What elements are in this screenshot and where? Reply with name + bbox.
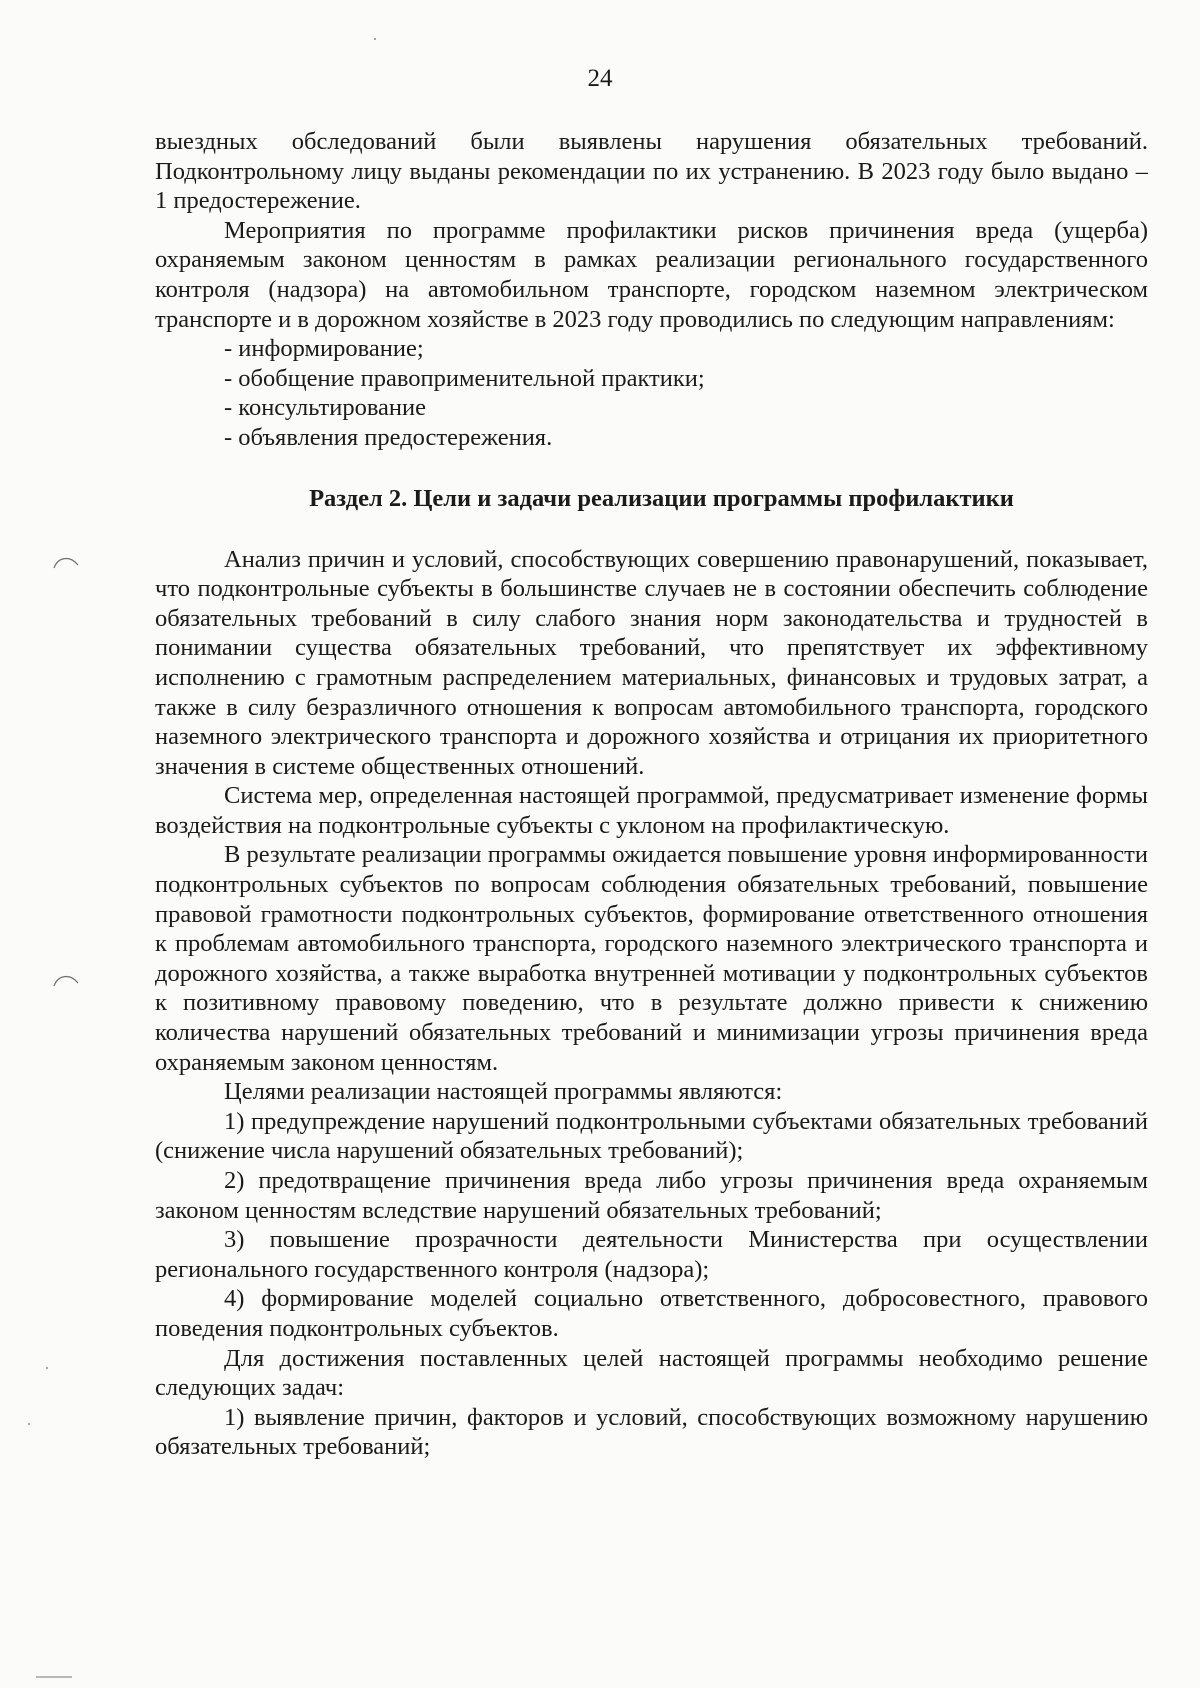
measures-list xyxy=(155,334,1148,452)
task-item: 1) выявление причин, факторов и условий, способствующих возможному нарушению обязательных требований; xyxy=(155,1403,1148,1461)
goal-item: 3) повышение прозрачности деятельности Министерства при осуществлении регионального государственного контроля (надзора); xyxy=(155,1226,1148,1283)
paragraph-analysis: Анализ причин и условий, способствующих совершению правонарушений, показывает, что подконтрольные субъекты в большинстве случаев не в состоянии обеспечить соблюдение обязательных требований в силу слабого знания норм законодательства и трудностей в понимании существа обязательных требований, что препятствует их эффективному исполнению с грамотным распределением материальных, финансовых и трудовых затрат, а также в силу безразличного отношения к вопросам автомобильного транспорта, городского наземного электрического транспорта и дорожного хозяйства и отрицания их приоритетного значения в системе общественных отношений. xyxy=(155,545,1148,780)
page-body xyxy=(155,127,1148,1462)
scan-smudge xyxy=(36,1676,72,1678)
paragraph-system-of-measures: Система мер, определенная настоящей программой, предусматривает изменение формы воздействия на подконтрольные субъекты с уклоном на профилактическую. xyxy=(155,782,1148,839)
list-item: - обобщение правоприменительной практики; xyxy=(224,364,705,392)
paragraph-prevention-measures: Мероприятия по программе профилактики рисков причинения вреда (ущерба) охраняемым законом ценностям в рамках реализации регионального государственного контроля (надзора) на автомобильном транспорте, городском наземном электрическом транспорте и в дорожном хозяйстве в 2023 году проводились по следующим направлениям: xyxy=(155,216,1148,333)
paragraph-expected-results: В результате реализации программы ожидается повышение уровня информированности подконтрольных субъектов по вопросам соблюдения обязательных требований, повышение правовой грамотности подконтрольных субъектов, формирование ответственного отношения к проблемам автомобильного транспорта, городского наземного электрического транспорта и дорожного хозяйства, а также выработка внутренней мотивации у подконтрольных субъектов к позитивному правовому поведению, что в результате должно привести к снижению количества нарушений обязательных требований и минимизации угрозы причинения вреда охраняемым законом ценностям. xyxy=(155,841,1148,1076)
goals-intro: Целями реализации настоящей программы являются: xyxy=(224,1078,783,1106)
punch-hole-mark xyxy=(52,971,80,989)
list-item: - информирование; xyxy=(224,335,424,363)
list-item: - консультирование xyxy=(224,394,427,422)
tasks-list xyxy=(155,1403,1148,1462)
tasks-intro: Для достижения поставленных целей настоящей программы необходимо решение следующих задач: xyxy=(155,1344,1148,1402)
punch-hole-mark xyxy=(52,553,80,571)
scan-speck xyxy=(374,38,376,40)
paragraph-inspection-results: выездных обследований были выявлены нарушения обязательных требований. Подконтрольному лицу выданы рекомендации по их устранению. В 2023 году было выдано – 1 предостережение. xyxy=(155,128,1148,215)
section-heading: Раздел 2. Цели и задачи реализации программы профилактики xyxy=(309,484,1014,512)
goal-item: 1) предупреждение нарушений подконтрольными субъектами обязательных требований (снижение числа нарушений обязательных требований); xyxy=(155,1107,1148,1165)
goal-item: 4) формирование моделей социально ответственного, добросовестного, правового поведения подконтрольных субъектов. xyxy=(155,1285,1148,1342)
scan-speck xyxy=(46,1367,48,1369)
page-number: 24 xyxy=(587,65,613,92)
list-item: - объявления предостережения. xyxy=(224,423,553,451)
goal-item: 2) предотвращение причинения вреда либо угрозы причинения вреда охраняемым законом ценностям вследствие нарушений обязательных требований; xyxy=(155,1167,1148,1224)
scan-speck xyxy=(28,1423,30,1425)
goals-list xyxy=(155,1107,1148,1344)
